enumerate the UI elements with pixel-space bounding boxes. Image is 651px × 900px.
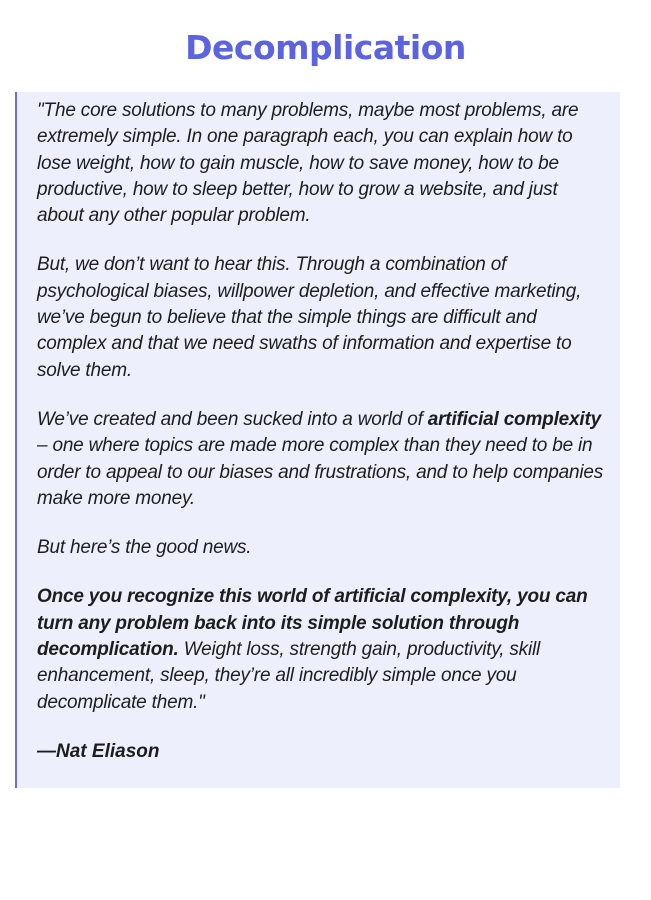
quote-paragraph-3-emphasis: artificial complexity (427, 408, 601, 430)
quote-paragraph-1-text: "The core solutions to many problems, maybe most problems, are extremely simple. In one paragraph each, you can explain how to lose weight, how to gain muscle, how to save money, how to be productive, how to sleep better, how to grow a website, and just about any other popular problem. (37, 100, 579, 227)
quote-paragraph-5 (37, 584, 606, 715)
quote-paragraph-2 (37, 252, 606, 383)
quote-paragraph-3-text-end: – one where topics are made more complex than they need to be in order to appeal to our biases and frustrations, and to help companies make more money. (37, 435, 604, 509)
quote-paragraph-2-text: But, we don’t want to hear this. Through a combination of psychological biases, willpower depletion, and effective marketing, we’ve begun to believe that the simple things are difficult and complex and that we need swaths of information and expertise to solve them. (37, 254, 582, 381)
quote-attribution: —Nat Eliason (37, 740, 160, 762)
quote-paragraph-5-text: Weight loss, strength gain, productivity, skill enhancement, sleep, they’re all incredibly simple once you decomplicate them." (37, 639, 541, 713)
quote-paragraph-3 (37, 407, 606, 512)
blockquote (15, 92, 620, 788)
quote-paragraph-4 (37, 535, 606, 561)
quote-paragraph-4-text: But here’s the good news. (37, 537, 252, 559)
quote-paragraph-5-emphasis: Once you recognize this world of artificial complexity, you can turn any problem back into its simple solution through decomplication. (37, 586, 588, 661)
quote-paragraph-3-text-start: We’ve created and been sucked into a world of (37, 408, 428, 430)
quote-paragraph-1 (37, 98, 606, 229)
page-title: Decomplication (185, 28, 466, 67)
